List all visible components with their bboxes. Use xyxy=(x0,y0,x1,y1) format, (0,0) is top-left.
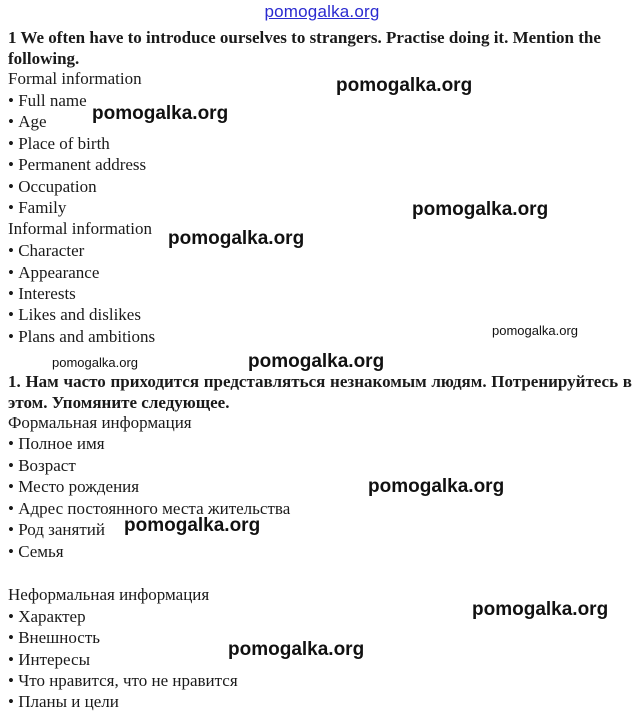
watermark: pomogalka.org xyxy=(52,355,138,370)
list-item: • Occupation xyxy=(8,176,97,197)
list-item: • Интересы xyxy=(8,649,90,670)
list-item: • Род занятий xyxy=(8,519,105,540)
formal-info-title-en: Formal information xyxy=(8,69,142,88)
list-item: • Возраст xyxy=(8,455,76,476)
watermark: pomogalka.org xyxy=(368,476,505,497)
watermark: pomogalka.org xyxy=(492,323,578,338)
list-item: • Семья xyxy=(8,541,64,562)
watermark: pomogalka.org xyxy=(248,351,385,372)
list-item: • Appearance xyxy=(8,262,99,283)
list-item: • Адрес постоянного места жительства xyxy=(8,498,290,519)
informal-info-title-en: Informal information xyxy=(8,219,152,238)
watermark: pomogalka.org xyxy=(92,103,229,124)
watermark: pomogalka.org xyxy=(336,75,473,96)
exercise-heading-en: 1 We often have to introduce ourselves to strangers. Practise doing it. Mention the following. xyxy=(8,28,601,68)
list-item: • Место рождения xyxy=(8,476,139,497)
list-item: • Характер xyxy=(8,606,86,627)
watermark: pomogalka.org xyxy=(124,515,261,536)
list-item: • Plans and ambitions xyxy=(8,326,155,347)
watermark: pomogalka.org xyxy=(412,199,549,220)
exercise-heading-ru: 1. Нам часто приходится представляться незнакомым людям. Потренируйтесь в этом. Упомяните следующее. xyxy=(8,372,632,412)
formal-info-title-ru: Формальная информация xyxy=(8,413,192,432)
list-item: • Внешность xyxy=(8,627,100,648)
list-item: • Interests xyxy=(8,283,76,304)
list-item: • Age xyxy=(8,111,47,132)
list-item: • Family xyxy=(8,197,66,218)
list-item: • Полное имя xyxy=(8,433,105,454)
list-item: • Likes and dislikes xyxy=(8,304,141,325)
list-item: • Планы и цели xyxy=(8,691,119,712)
top-watermark-link[interactable]: pomogalka.org xyxy=(264,2,380,21)
watermark: pomogalka.org xyxy=(168,228,305,249)
informal-info-title-ru: Неформальная информация xyxy=(8,585,210,604)
watermark: pomogalka.org xyxy=(472,599,609,620)
list-item: • Что нравится, что не нравится xyxy=(8,670,238,691)
list-item: • Place of birth xyxy=(8,133,110,154)
watermark: pomogalka.org xyxy=(228,639,365,660)
list-item: • Permanent address xyxy=(8,154,146,175)
list-item: • Character xyxy=(8,240,84,261)
list-item: • Full name xyxy=(8,90,87,111)
